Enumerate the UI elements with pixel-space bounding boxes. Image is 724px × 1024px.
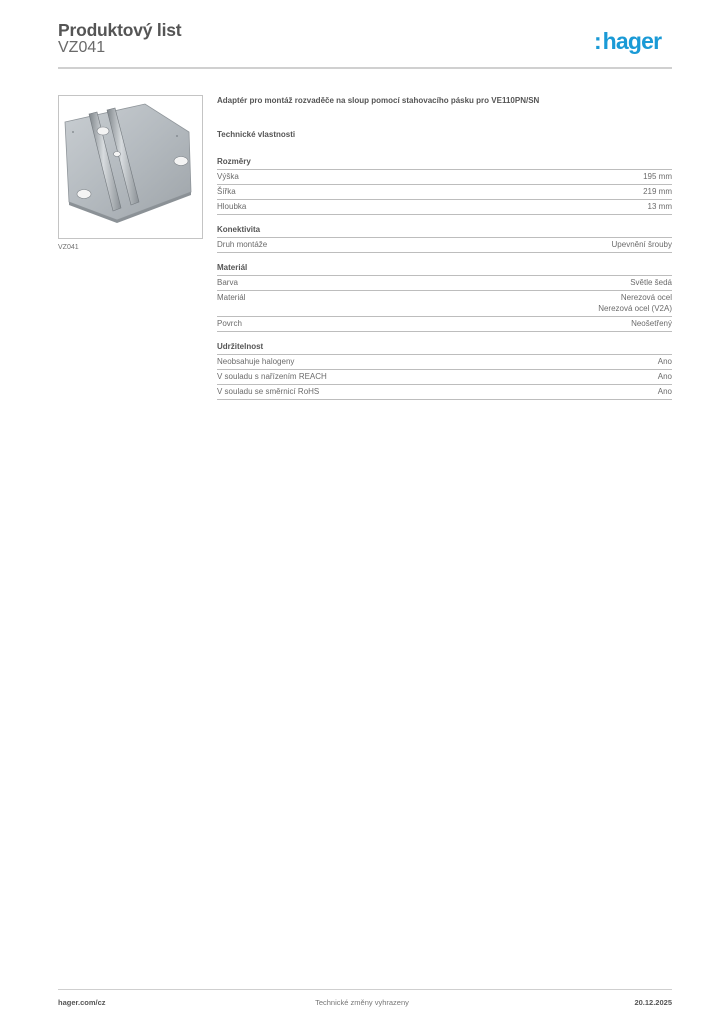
spec-value: Ano xyxy=(657,371,672,381)
spec-value: 219 mm xyxy=(643,187,672,196)
spec-row xyxy=(217,291,672,317)
spec-value: Ano xyxy=(657,356,672,366)
section-title: Konektivita xyxy=(217,225,672,238)
product-description: Adaptér pro montáž rozvaděče na sloup pomocí stahovacího pásku pro VE110PN/SN xyxy=(217,96,540,105)
spec-label: Šířka xyxy=(217,187,236,196)
spec-value: 195 mm xyxy=(643,172,672,181)
spec-label: Výška xyxy=(217,172,239,181)
tech-properties-heading: Technické vlastnosti xyxy=(217,130,296,139)
spec-row xyxy=(217,385,672,400)
product-details xyxy=(217,96,672,400)
spec-label: V souladu s nařízením REACH xyxy=(217,371,327,381)
spec-value: Ano xyxy=(657,386,672,396)
spec-row xyxy=(217,238,672,253)
logo-text: hager xyxy=(602,28,662,54)
spec-label: Druh montáže xyxy=(217,240,268,249)
spec-row xyxy=(217,317,672,332)
spec-row xyxy=(217,355,672,370)
spec-value: Neošetřený xyxy=(631,318,672,328)
spec-label: Barva xyxy=(217,278,238,287)
footer-notice: Technické změny vyhrazeny xyxy=(315,998,409,1007)
spec-value: Světle šedá xyxy=(630,278,672,287)
spec-value xyxy=(598,293,672,314)
product-code: VZ041 xyxy=(58,39,106,56)
section-material xyxy=(217,263,672,332)
section-title: Materiál xyxy=(217,263,672,276)
spec-label: Neobsahuje halogeny xyxy=(217,356,295,366)
spec-label: Povrch xyxy=(217,318,242,328)
adapter-plate-illustration xyxy=(59,96,202,238)
footer-divider xyxy=(58,989,672,990)
footer-website-link[interactable]: hager.com/cz xyxy=(58,998,106,1007)
header-divider xyxy=(58,67,672,69)
section-title: Rozměry xyxy=(217,157,672,170)
spec-label: Materiál xyxy=(217,293,246,302)
section-sustainability xyxy=(217,342,672,400)
image-caption: VZ041 xyxy=(58,244,79,251)
product-image xyxy=(58,95,203,239)
spec-row xyxy=(217,185,672,200)
spec-row xyxy=(217,370,672,385)
spec-row xyxy=(217,276,672,291)
logo-colon: : xyxy=(594,28,602,54)
spec-value: Upevnění šrouby xyxy=(611,240,672,249)
footer-date: 20.12.2025 xyxy=(634,998,672,1007)
spec-row xyxy=(217,200,672,215)
spec-value-line: Nerezová ocel (V2A) xyxy=(598,303,672,313)
hager-logo[interactable] xyxy=(594,28,661,54)
spec-value: 13 mm xyxy=(647,202,672,211)
spec-label: Hloubka xyxy=(217,202,247,211)
section-connectivity xyxy=(217,225,672,253)
spec-label: V souladu se směrnicí RoHS xyxy=(217,386,320,396)
section-title: Udržitelnost xyxy=(217,342,672,355)
page-title: Produktový list xyxy=(58,20,182,40)
section-dimensions xyxy=(217,157,672,215)
spec-row xyxy=(217,170,672,185)
spec-value-line: Nerezová ocel xyxy=(620,293,672,302)
